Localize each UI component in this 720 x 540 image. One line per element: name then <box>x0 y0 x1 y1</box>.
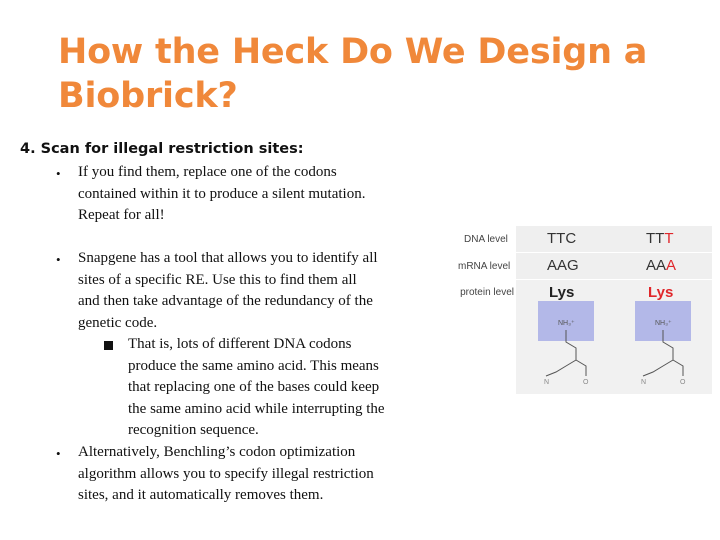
bullet-3-text <box>78 442 374 507</box>
text-line: contained within it to produce a silent mutation. <box>78 185 366 202</box>
nitrogen-label: N <box>544 379 550 386</box>
amino-acid-mutated: Lys <box>648 284 674 301</box>
text-line: Snapgene has a tool that allows you to identify all <box>78 250 378 266</box>
lysine-chain <box>546 330 576 376</box>
amino-acid-original: Lys <box>549 284 575 301</box>
lysine-structures <box>458 226 712 394</box>
lysine-chain <box>643 330 673 376</box>
text-line: algorithm allows you to specify illegal restriction <box>78 465 374 482</box>
text-line: that replacing one of the bases could keep <box>128 379 380 395</box>
text-line: the same amino acid while interrupting the <box>128 400 385 417</box>
text-line: That is, lots of different DNA codons <box>128 336 352 352</box>
bullet-1-text <box>78 162 365 227</box>
codon-figure <box>458 226 712 394</box>
oxygen-label: O <box>583 379 589 386</box>
amine-label: NH₃⁺ <box>655 320 672 327</box>
sub-bullet-text <box>128 334 385 442</box>
text-line: sites of a specific RE. Use this to find them all <box>78 271 357 288</box>
text-line: genetic code. <box>78 314 158 331</box>
changed-base: T <box>664 230 674 247</box>
amine-label: NH₃⁺ <box>558 320 575 327</box>
oxygen-label: O <box>680 379 686 386</box>
text-line: If you find them, replace one of the codons <box>78 164 337 180</box>
codon-mrna-original: AAG <box>547 257 579 274</box>
codon-prefix: TT <box>646 230 665 247</box>
bullet-marker: • <box>56 446 61 461</box>
text-line: Alternatively, Benchling’s codon optimization <box>78 444 356 460</box>
text-line: Repeat for all! <box>78 207 165 223</box>
nitrogen-label: N <box>641 379 647 386</box>
codon-prefix: AA <box>646 257 667 274</box>
row-label-mrna: mRNA level <box>458 261 511 272</box>
step-heading: 4. Scan for illegal restriction sites: <box>20 141 304 157</box>
carbonyl-bond <box>576 360 586 376</box>
bullet-marker: • <box>56 252 61 267</box>
bullet-marker: • <box>56 166 61 181</box>
text-line: produce the same amino acid. This means <box>128 357 379 374</box>
codon-dna-original: TTC <box>547 230 577 247</box>
text-line: sites, and it automatically removes them. <box>78 487 324 503</box>
slide-title: How the Heck Do We Design a Biobrick? <box>58 32 648 116</box>
sub-bullet-marker <box>104 341 113 350</box>
carbonyl-bond <box>673 360 683 376</box>
row-label-dna: DNA level <box>464 234 508 245</box>
changed-base: A <box>666 257 677 274</box>
row-label-protein: protein level <box>460 287 514 298</box>
bullet-2-text <box>78 248 378 334</box>
text-line: recognition sequence. <box>128 422 259 438</box>
text-line: and then take advantage of the redundancy of the <box>78 293 373 309</box>
